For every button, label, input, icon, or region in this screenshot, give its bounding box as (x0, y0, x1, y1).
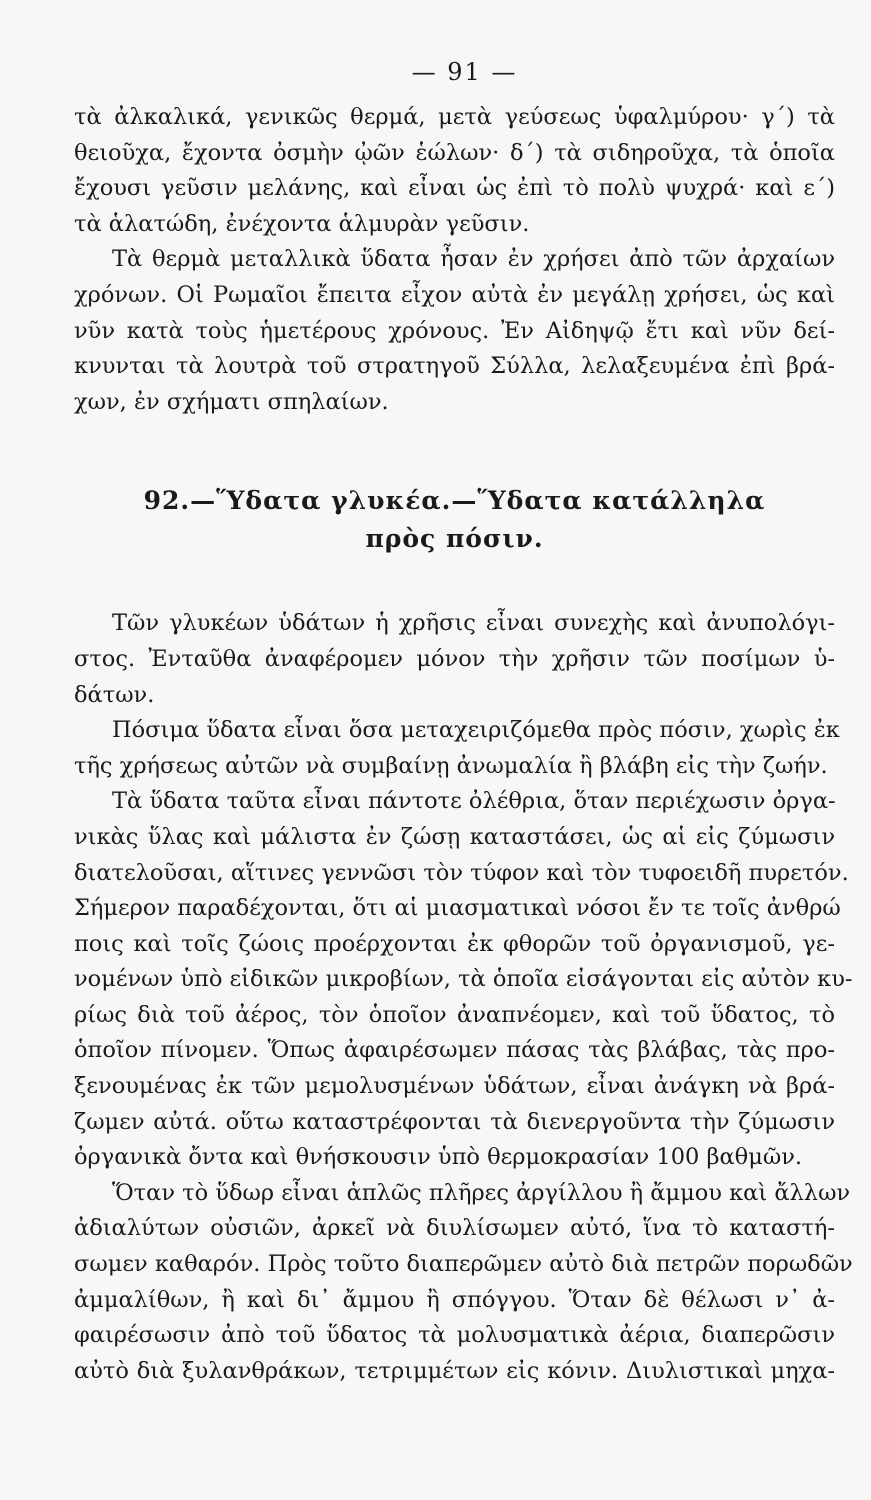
paragraph-mineral-waters-types (74, 100, 835, 242)
text-line: ζωμεν αὐτά. οὕτω καταστρέφονται τὰ διενεργοῦντα τὴν ζύμωσιν (74, 1108, 835, 1135)
paragraph-potable-waters-definition (74, 713, 840, 784)
paragraph-filtering-waters (74, 1176, 853, 1390)
text-line: Ὅταν τὸ ὕδωρ εἶναι ἁπλῶς πλῆρες ἀργίλλου ἢ ἄμμου καὶ ἄλλων (112, 1179, 851, 1206)
text-line: ὀργανικὰ ὄντα καὶ θνήσκουσιν ὑπὸ θερμοκρασίαν 100 βαθμῶν. (74, 1144, 803, 1171)
text-line: Σήμερον παραδέχονται, ὅτι αἱ μιασματικαὶ νόσοι ἔν τε τοῖς ἀνθρώ (74, 895, 841, 922)
text-line: ποις καὶ τοῖς ζώοις προέρχονται ἐκ φθορῶν τοῦ ὀργανισμοῦ, γε- (74, 930, 835, 957)
text-line: ἀδιαλύτων οὐσιῶν, ἀρκεῖ νὰ διυλίσωμεν αὐτό, ἵνα τὸ καταστή- (74, 1215, 835, 1242)
text-line: ρίως διὰ τοῦ ἀέρος, τὸν ὁποῖον ἀναπνέομεν, καὶ τοῦ ὕδατος, τὸ (74, 1001, 835, 1028)
text-line: νομένων ὑπὸ εἰδικῶν μικροβίων, τὰ ὁποῖα εἰσάγονται εἰς αὐτὸν κυ- (74, 966, 853, 993)
text-line: σωμεν καθαρόν. Πρὸς τοῦτο διαπερῶμεν αὐτὸ διὰ πετρῶν πορωδῶν (74, 1251, 853, 1278)
paragraph-thermal-waters (74, 242, 835, 420)
text-line: χρόνων. Οἱ Ρωμαῖοι ἔπειτα εἶχον αὐτὰ ἐν μεγάλῃ χρήσει, ὡς καὶ (74, 281, 835, 308)
text-line: Τῶν γλυκέων ὑδάτων ἡ χρῆσις εἶναι συνεχὴς καὶ ἀνυπολόγι- (112, 610, 835, 637)
text-line: ξενουμένας ἐκ τῶν μεμολυσμένων ὑδάτων, εἶναι ἀνάγκη νὰ βρά- (74, 1073, 835, 1100)
text-line: διατελοῦσαι, αἵτινες γεννῶσι τὸν τύφον καὶ τὸν τυφοειδῆ πυρετόν. (74, 859, 849, 886)
text-line: τὰ ἁλατώδη, ἐνέχοντα ἁλμυρὰν γεῦσιν. (74, 210, 530, 237)
text-line: δάτων. (74, 681, 155, 708)
text-line: στος. Ἐνταῦθα ἀναφέρομεν μόνον τὴν χρῆσιν τῶν ποσίμων ὑ- (74, 645, 835, 672)
text-line: ὁποῖον πίνομεν. Ὅπως ἀφαιρέσωμεν πάσας τὰς βλάβας, τὰς προ- (74, 1037, 835, 1064)
text-line: ἀμμαλίθων, ἢ καὶ δι᾽ ἄμμου ἢ σπόγγου. Ὅταν δὲ θέλωσι ν᾽ ἀ- (74, 1286, 835, 1313)
text-line: ἔχουσι γεῦσιν μελάνης, καὶ εἶναι ὡς ἐπὶ τὸ πολὺ ψυχρά· καὶ ε΄) (74, 175, 835, 202)
text-line: Τὰ ὕδατα ταῦτα εἶναι πάντοτε ὀλέθρια, ὅταν περιέχωσιν ὀργα- (112, 788, 836, 815)
page-number: — 91 — (411, 58, 518, 86)
text-line: τὰ ἀλκαλικά, γενικῶς θερμά, μετὰ γεύσεως ὑφαλμύρου· γ΄) τὰ (74, 104, 835, 130)
text-line: θειοῦχα, ἔχοντα ὀσμὴν ᾠῶν ἑώλων· δ΄) τὰ σιδηροῦχα, τὰ ὁποῖα (74, 139, 835, 166)
text-line: νῦν κατὰ τοὺς ἡμετέρους χρόνους. Ἐν Αἰδηψῷ ἔτι καὶ νῦν δεί- (74, 317, 835, 344)
section-heading-subtitle: πρὸς πόσιν. (365, 524, 544, 554)
text-line: Πόσιμα ὕδατα εἶναι ὅσα μεταχειριζόμεθα πρὸς πόσιν, χωρὶς ἐκ (112, 717, 840, 744)
text-line: κνυνται τὰ λουτρὰ τοῦ στρατηγοῦ Σύλλα, λελαξευμένα ἐπὶ βρά- (74, 353, 835, 380)
text-line: χων, ἐν σχήματι σπηλαίων. (74, 388, 389, 415)
paragraph-harmful-waters (74, 784, 853, 1176)
section-heading-title: 92.—Ὕδατα γλυκέα.—Ὕδατα κατάλληλα (143, 486, 766, 516)
section-heading (74, 482, 835, 558)
text-line: φαιρέσωσιν ἀπὸ τοῦ ὕδατος τὰ μολυσματικὰ ἀέρια, διαπερῶσιν (74, 1322, 835, 1349)
text-line: αὐτὸ διὰ ξυλανθράκων, τετριμμέτων εἰς κόνιν. Διυλιστικαὶ μηχα- (74, 1357, 835, 1384)
text-line: Τὰ θερμὰ μεταλλικὰ ὕδατα ἦσαν ἐν χρήσει ἀπὸ τῶν ἀρχαίων (112, 246, 835, 273)
text-line: νικὰς ὕλας καὶ μάλιστα ἐν ζώσῃ καταστάσει, ὡς αἱ εἰς ζύμωσιν (74, 823, 835, 850)
paragraph-fresh-waters-use (74, 606, 835, 713)
text-line: τῆς χρήσεως αὐτῶν νὰ συμβαίνῃ ἀνωμαλία ἢ βλάβη εἰς τὴν ζωήν. (74, 752, 828, 779)
